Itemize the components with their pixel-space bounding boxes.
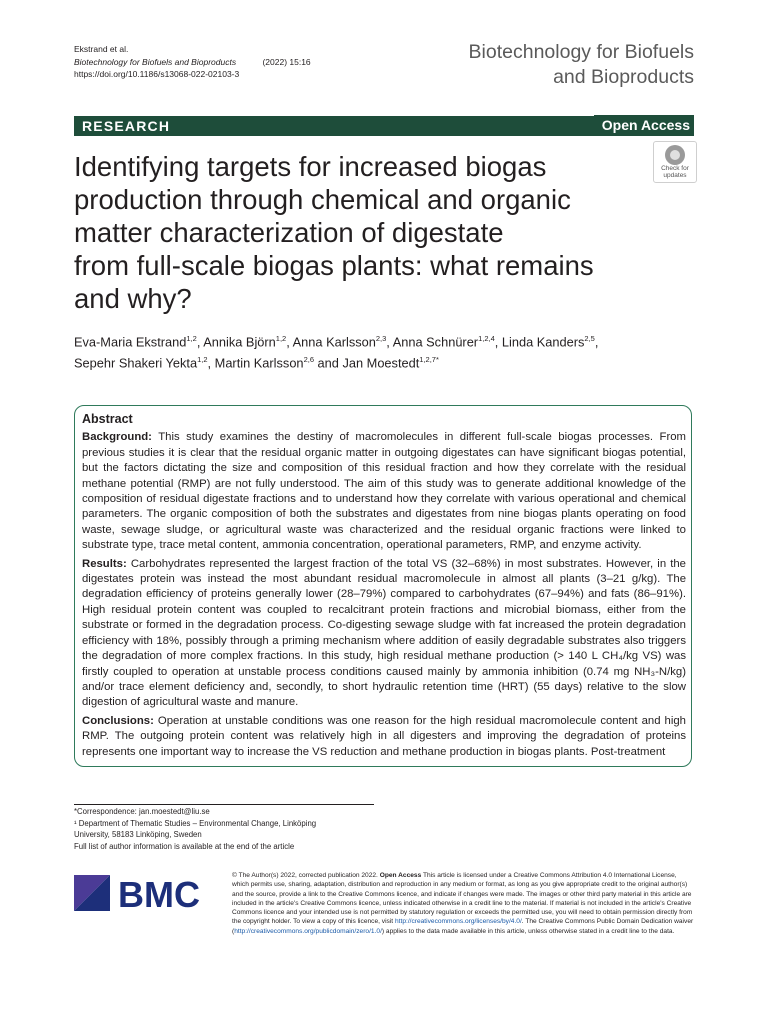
license-text-2: . The Creative Commons Public Domain Dedication waiver ( <box>232 918 694 935</box>
title-line: from full-scale biogas plants: what remains <box>74 250 594 281</box>
header-journal: Biotechnology for Biofuels and Bioproducts <box>74 56 237 67</box>
abstract-box <box>74 405 692 767</box>
license-statement <box>232 871 694 936</box>
author-separator: , <box>196 334 204 350</box>
title-line: production through chemical and organic <box>74 184 571 215</box>
author-separator: and <box>314 355 343 371</box>
results-label: Results: <box>82 557 127 570</box>
journal-name <box>469 40 694 90</box>
abstract-results <box>82 557 686 711</box>
author-affiliation: 1,2,7* <box>419 355 439 365</box>
check-for-updates-icon <box>665 145 685 165</box>
footnote-divider <box>74 804 374 805</box>
check-for-updates-badge[interactable] <box>653 141 697 183</box>
affiliation-line: University, 58183 Linköping, Sweden <box>74 830 202 839</box>
author-name[interactable]: Sepehr Shakeri Yekta <box>74 355 198 371</box>
journal-name-line1: Biotechnology for Biofuels <box>468 41 694 63</box>
license-text: This article is licensed under a Creative Commons Attribution 4.0 International License, which permits use, sharing, adaptation, distribution and reproduction in any medium or format, as long as you give appropriate credit to the original author(s) and the source, provide a link to the Creative Commons licence, and indicate if changes were made. The images or other third party material in this article are included in the article's Creative Commons licence, unless indicated otherwise in a credit line to the material. If material is not included in the article's Creative Commons licence and your intended use is not permitted by statutory regulation or exceeds the permitted use, you will need to obtain permission directly from the copyright holder. To view a copy of this licence, visit <box>232 872 693 926</box>
author-affiliation: 2,6 <box>303 355 314 365</box>
check-updates-line1: Check for <box>661 165 689 172</box>
author-separator: , <box>286 334 293 350</box>
author-line-2 <box>74 351 694 372</box>
running-header <box>74 43 311 81</box>
author-affiliation: 2,3 <box>375 334 387 343</box>
header-doi[interactable]: https://doi.org/10.1186/s13068-022-02103-3 <box>74 69 240 79</box>
abstract-content <box>82 412 686 763</box>
footnotes <box>74 806 316 852</box>
bmc-logo-icon <box>74 873 216 915</box>
open-access-badge: Open Access <box>594 115 694 136</box>
bmc-logo[interactable] <box>74 873 216 915</box>
author-affiliation: 1,2 <box>197 355 208 365</box>
header-year-volume: (2022) 15:16 <box>262 56 311 67</box>
section-bar <box>74 116 694 136</box>
header-authors: Ekstrand et al. <box>74 44 129 54</box>
public-domain-link[interactable]: http://creativecommons.org/publicdomain/zero/1.0/ <box>234 927 382 935</box>
full-author-info-note: Full list of author information is available at the end of the article <box>74 841 295 851</box>
correspondence[interactable]: *Correspondence: jan.moestedt@liu.se <box>74 807 210 816</box>
bmc-logo-text: BMC <box>118 874 200 915</box>
abstract-heading: Abstract <box>82 412 133 426</box>
author-line-1 <box>74 330 694 351</box>
author-name[interactable]: Anna Schnürer <box>392 334 479 350</box>
license-open-access: Open Access <box>379 872 422 879</box>
background-text: This study examines the destiny of macromolecules in different full-scale biogas processes. From previous studies it is clear that the residual organic matter in outgoing digestates can have significant biogas potential, but the factors dictating the size and composition of this residual fraction and how they correlate with the residual methane potential (RMP) are not fully understood. The aim of this study was to generate additional knowledge of the composition of residual digestate fractions and to understand how they correlate with various operational and chemical parameters. The organic composition of both the substrates and digestates from nine biogas plants operating on food waste, sewage sludge, or agricultural waste was characterized and the residual organic fractions were linked to substrate type, trace metal content, ammonia concentration, operational parameters, RMP, and enzyme activity. <box>82 431 686 552</box>
author-list <box>74 330 694 373</box>
article-type-label: RESEARCH <box>82 118 171 134</box>
author-separator: , <box>494 334 502 350</box>
license-text-3: ) applies to the data made available in this article, unless otherwise stated in a credit line to the data. <box>381 927 675 935</box>
author-name[interactable]: Martin Karlsson <box>214 355 304 371</box>
author-affiliation: 1,2,4 <box>478 334 495 343</box>
conclusions-text: Operation at unstable conditions was one reason for the high residual macromolecule content and high RMP. The outgoing protein content was relatively high in all digesters and improving the degradation of proteins represents one important way to increase the VS reduction and methane production in biogas plants. Post-treatment <box>82 714 686 758</box>
conclusions-label: Conclusions: <box>82 714 154 727</box>
author-name[interactable]: Jan Moestedt <box>342 355 420 371</box>
title-line: matter characterization of digestate <box>74 217 504 248</box>
author-separator: , <box>594 334 599 350</box>
license-link[interactable]: http://creativecommons.org/licenses/by/4.0/ <box>394 918 522 926</box>
author-name[interactable]: Linda Kanders <box>501 334 585 350</box>
abstract-background <box>82 430 686 553</box>
license-copyright: © The Author(s) 2022, corrected publication 2022. <box>232 872 378 879</box>
article-title <box>74 150 634 315</box>
header-citation <box>74 56 311 69</box>
author-affiliation: 1,2 <box>186 334 197 343</box>
author-name[interactable]: Annika Björn <box>203 334 276 350</box>
author-affiliation: 1,2 <box>275 334 287 343</box>
abstract-conclusions <box>82 714 686 760</box>
author-separator: , <box>207 355 215 371</box>
results-text: Carbohydrates represented the largest fraction of the total VS (32–68%) in most substrates. However, in the digestates protein was instead the most abundant residual macromolecule in almost all plants (3–21 g/kg). The degradation efficiency of proteins generally lower (28–79%) compared to carbohydrates (67–94%) and fats (86–91%). High residual protein content was coupled to recalcitrant protein fractions and microbial biomass, either from the substrate or formed in the degradation process. Co-digesting sewage sludge with fat increased the protein degradation efficiency with 18%, possibly through a priming mechanism where addition of easily degradable substrates also triggers the degradation of more complex fractions. In this study, high residual methane production (> 140 L CH₄/kg VS) was firstly coupled to operation at unstable process conditions caused mainly by ammonia inhibition (0.74 mg NH₃-N/kg) and/or trace element deficiency and, secondly, to short hydraulic retention time (HRT) (55 days) relative to the slow digestion of agricultural waste and manure. <box>82 557 686 709</box>
author-separator: , <box>386 334 393 350</box>
author-name[interactable]: Eva-Maria Ekstrand <box>74 334 187 350</box>
title-line: and why? <box>74 283 192 314</box>
title-line: Identifying targets for increased biogas <box>74 151 547 182</box>
affiliation-line: ¹ Department of Thematic Studies – Environmental Change, Linköping <box>74 818 317 828</box>
author-affiliation: 2,5 <box>584 334 595 343</box>
background-label: Background: <box>82 431 152 444</box>
check-updates-line2: updates <box>663 172 687 179</box>
author-name[interactable]: Anna Karlsson <box>292 334 376 350</box>
journal-name-line2: and Bioproducts <box>553 66 694 88</box>
